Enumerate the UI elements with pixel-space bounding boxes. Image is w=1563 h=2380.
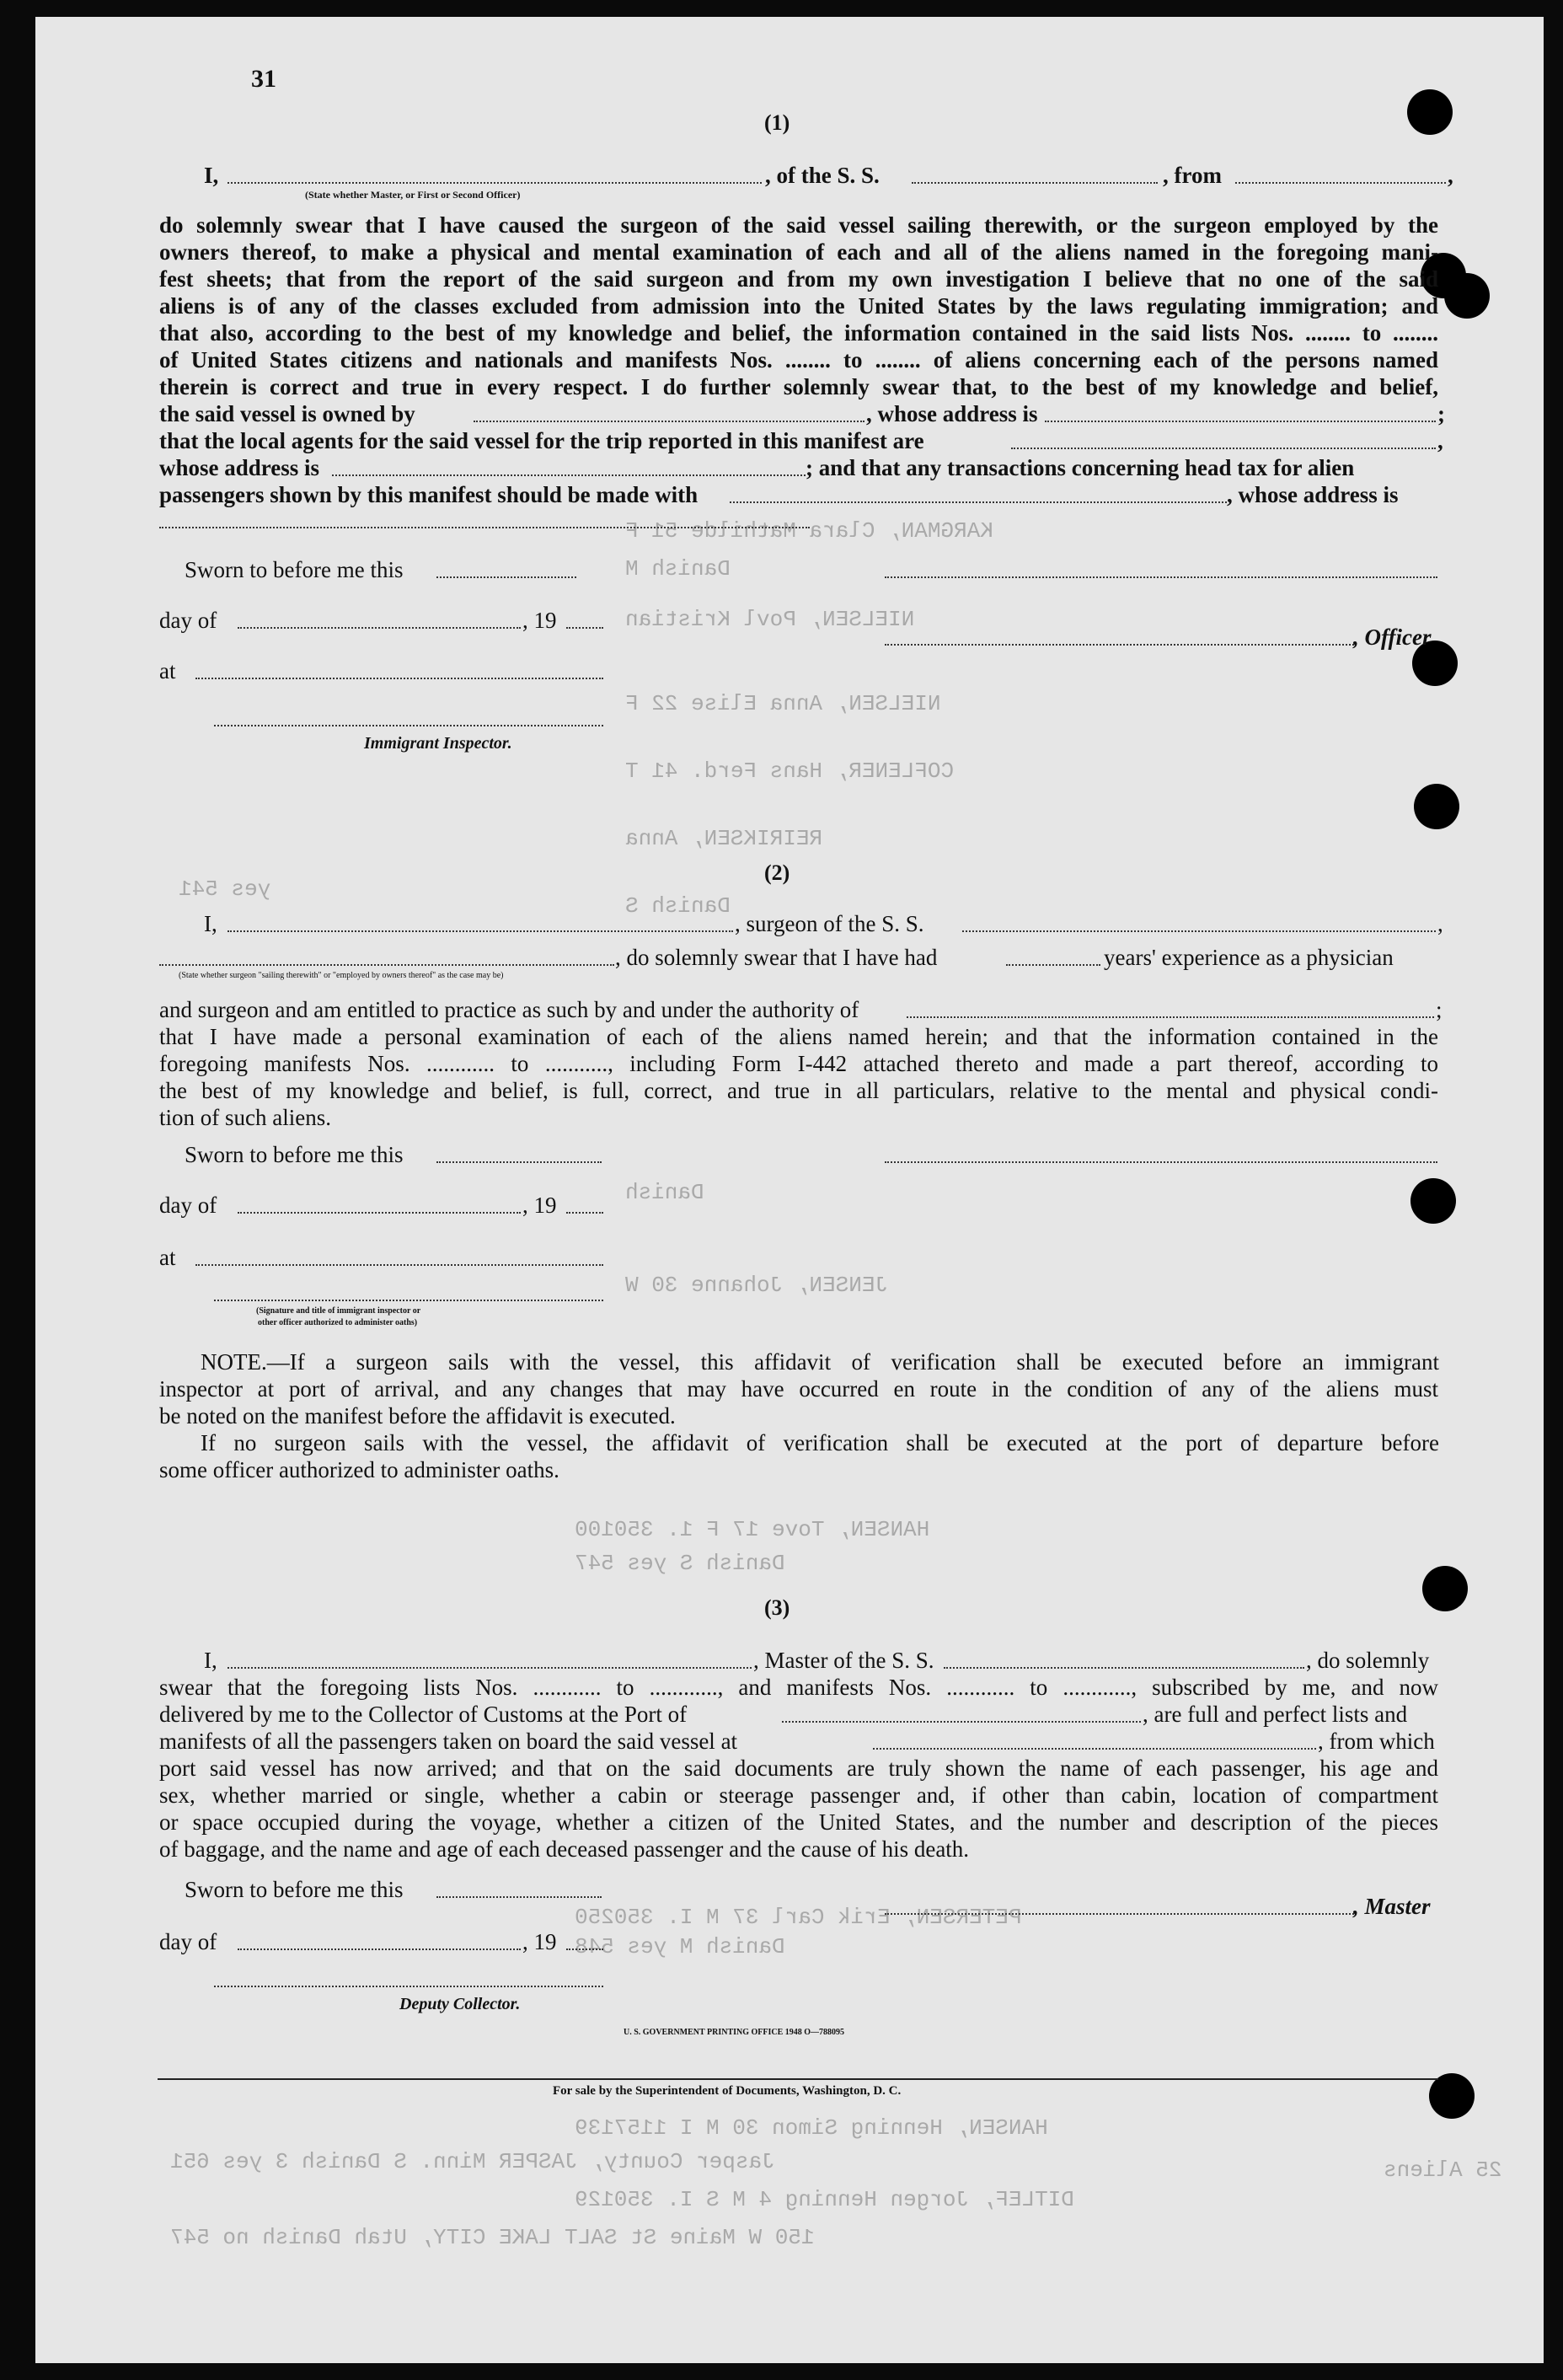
sale-notice: For sale by the Superintendent of Documents, Washington, D. C. [553, 2084, 902, 2098]
text: years' experience as a physician [1104, 945, 1394, 970]
year-label: , 19 [522, 608, 557, 633]
year-field[interactable] [566, 627, 603, 629]
text: , are full and perfect lists and [1143, 1702, 1408, 1727]
year-field[interactable] [566, 1948, 603, 1950]
sworn-label: Sworn to before me this [185, 1142, 404, 1167]
oath-paragraph-line: that also, according to the best of my knowledge and belief, the information contained in the said lists Nos. ........ to ........ [159, 320, 1438, 346]
note-line: If no surgeon sails with the vessel, the affidavit of verification shall be executed at the port of departure before [201, 1430, 1439, 1455]
sworn-date-field[interactable] [436, 1896, 602, 1898]
punch-hole [1414, 784, 1459, 829]
port-field[interactable] [782, 1721, 1141, 1723]
year-label: , 19 [522, 1193, 557, 1218]
oath-paragraph-line: fest sheets; that from the report of the said surgeon and from my own investigation I believe that no one of the said [159, 266, 1438, 292]
text: manifests of all the passengers taken on board the said vessel at [159, 1729, 738, 1754]
oath-paragraph-line: foregoing manifests Nos. ............ to ..........., including Form I-442 attached thereto and made a part thereof, according to [159, 1051, 1438, 1076]
inspector-signature-line[interactable] [214, 725, 603, 726]
verification-line: swear that the foregoing lists Nos. ............ to ............, and manifests Nos. ............ to ............, subscribed by me, and now [159, 1675, 1438, 1700]
vessel-name-field[interactable] [912, 182, 1158, 184]
footer-rule [158, 2078, 1438, 2080]
bleed-line: HANSEN, Tove 17 F 1. 350100 [575, 1517, 930, 1542]
verification-line: of baggage, and the name and age of each deceased passenger and the cause of his death. [159, 1836, 970, 1862]
note-line: NOTE.—If a surgeon sails with the vessel, this affidavit of verification shall be executed before an immigrant [201, 1349, 1439, 1375]
bleed-line: Danish S [625, 893, 731, 919]
head-tax-contact-field[interactable] [730, 501, 1227, 503]
master-label: , Master [1353, 1894, 1431, 1919]
note-line: some officer authorized to administer oaths. [159, 1457, 559, 1482]
place-field[interactable] [195, 678, 603, 679]
printer-imprint: U. S. GOVERNMENT PRINTING OFFICE 1948 O—788095 [624, 2028, 845, 2037]
year-field[interactable] [566, 1212, 603, 1214]
caption: other officer authorized to administer oaths) [258, 1318, 418, 1327]
punch-hole [1429, 2073, 1475, 2119]
text: and surgeon and am entitled to practice as such by and under the authority of [159, 997, 859, 1022]
text: , do solemnly [1306, 1648, 1430, 1673]
text: , whose address is [866, 401, 1038, 426]
bleed-line: Danish M yes 548 [575, 1934, 785, 1959]
bleed-line: PETERSEN, Erik Carl 37 M I. 350250 [575, 1905, 1022, 1930]
page-number: 31 [251, 65, 276, 93]
bleed-line: Danish [625, 1180, 704, 1205]
bleed-line: 25 Aliens [1384, 2158, 1502, 2183]
text: whose address is [159, 455, 320, 480]
verification-line: port said vessel has now arrived; and that on the said documents are truly shown the name of each passenger, his age and [159, 1756, 1438, 1781]
punch-hole [1410, 1178, 1456, 1224]
oath-paragraph-line: of United States citizens and nationals and manifests Nos. ........ to ........ of aliens concerning each of the persons named [159, 347, 1438, 373]
day-field[interactable] [238, 1948, 521, 1950]
surgeon-name-field[interactable] [227, 930, 733, 932]
verification-line: or space occupied during the voyage, whether a citizen of the United States, and the number and description of the pieces [159, 1809, 1438, 1835]
officer-name-field[interactable] [227, 182, 762, 184]
from-port-field[interactable] [1235, 182, 1446, 184]
section-1-heading: (1) [764, 110, 790, 135]
text: , Master of the S. S. [753, 1648, 934, 1673]
collector-label: Deputy Collector. [399, 1995, 521, 2013]
bleed-line: JENSEN, Johanne 30 W [625, 1273, 889, 1298]
text: that the local agents for the said vessel for the trip reported in this manifest are [159, 428, 924, 453]
bleed-line: HANSEN, Henning Simon 30 M I 1157139 [575, 2115, 1048, 2141]
bleed-line: COFLENER, Hans Ferd. 41 T [625, 758, 955, 784]
at-label: at [159, 658, 176, 683]
text: , [1437, 911, 1443, 936]
oath-paragraph-line: tion of such aliens. [159, 1105, 331, 1130]
text: , from [1163, 163, 1222, 188]
verification-line: sex, whether married or single, whether a cabin or steerage passenger and, if other than cabin, location of compartment [159, 1782, 1438, 1808]
master-signature-line[interactable] [885, 1913, 1357, 1915]
sworn-label: Sworn to before me this [185, 1877, 404, 1902]
bleed-line: DITLEF, Jorgen Henning 4 M S I. 350129 [575, 2187, 1074, 2212]
text: the said vessel is owned by [159, 401, 415, 426]
text: ; [1436, 997, 1443, 1022]
oath-paragraph-line: the best of my knowledge and belief, is full, correct, and true in all particulars, relative to the mental and physical condi- [159, 1078, 1438, 1103]
text: , from which [1318, 1729, 1435, 1754]
bleed-line: Danish M [625, 556, 731, 582]
section-2-heading: (2) [764, 860, 790, 885]
oath-paragraph-line: therein is correct and true in every respect. I do further solemnly swear that, to the best of my knowledge and belief, [159, 374, 1438, 399]
head-tax-address-field[interactable] [159, 527, 810, 528]
bleed-line: Jasper County, JASPER Minn. S Danish 3 yes 651 [170, 2149, 775, 2174]
owner-address-field[interactable] [1045, 421, 1436, 422]
officer-signature-line[interactable] [885, 644, 1357, 646]
text: I, [204, 163, 219, 188]
bleed-line: KARGMAN, Clara Mathilde 51 F [625, 518, 993, 544]
master-name-field[interactable] [227, 1667, 752, 1669]
bleed-line: NIELSEN, Povl Kristian [625, 607, 915, 632]
text: , whose address is [1227, 482, 1399, 507]
bleed-line: NIELSEN, Anna Elise 22 F [625, 691, 941, 716]
day-field[interactable] [238, 627, 521, 629]
day-of-label: day of [159, 608, 217, 633]
text: , [1437, 428, 1443, 453]
collector-signature-line[interactable] [214, 1986, 603, 1987]
punch-hole [1422, 1566, 1468, 1611]
inspector-label: Immigrant Inspector. [364, 734, 512, 753]
punch-hole [1407, 89, 1453, 135]
text: passengers shown by this manifest should be made with [159, 482, 699, 507]
bleed-line: Danish S yes 547 [575, 1551, 785, 1576]
agents-field[interactable] [1011, 448, 1436, 449]
vessel-name-field[interactable] [962, 930, 1436, 932]
at-label: at [159, 1245, 176, 1270]
bleed-line: 150 W Maine St SALT LAKE CITY, Utah Danish no 547 [170, 2225, 815, 2250]
caption: (State whether Master, or First or Second Officer) [305, 189, 521, 201]
authority-field[interactable] [907, 1016, 1434, 1018]
years-field[interactable] [1006, 964, 1100, 966]
text: , [1448, 163, 1453, 188]
text: , surgeon of the S. S. [735, 911, 924, 936]
bleed-line: REIRIKSEN, Anna [625, 826, 823, 851]
note-line: be noted on the manifest before the affidavit is executed. [159, 1403, 676, 1429]
day-field[interactable] [238, 1212, 521, 1214]
oath-paragraph-line: that I have made a personal examination of each of the aliens named herein; and that the information contained in the [159, 1024, 1438, 1049]
embark-port-field[interactable] [873, 1748, 1316, 1750]
caption: (Signature and title of immigrant inspector or [256, 1306, 421, 1316]
agents-address-field[interactable] [332, 474, 806, 476]
text: ; and that any transactions concerning head tax for alien [806, 455, 1355, 480]
sworn-label: Sworn to before me this [185, 557, 404, 582]
vessel-name-field[interactable] [944, 1667, 1304, 1669]
sworn-date-field[interactable] [436, 1161, 602, 1163]
note-line: inspector at port of arrival, and any changes that may have occurred en route in the condition of any of the aliens must [159, 1376, 1438, 1402]
text: , of the S. S. [765, 163, 880, 188]
oath-paragraph-line: do solemnly swear that I have caused the surgeon of the said vessel sailing therewith, or the surgeon employed by the [159, 212, 1438, 238]
sworn-date-field[interactable] [436, 576, 576, 578]
text: delivered by me to the Collector of Customs at the Port of [159, 1702, 688, 1727]
punch-hole [1444, 273, 1490, 319]
year-label: , 19 [522, 1929, 557, 1954]
day-of-label: day of [159, 1193, 217, 1218]
officer-label: , Officer [1353, 624, 1432, 650]
manifest-page [35, 17, 1544, 2363]
place-field[interactable] [195, 1264, 603, 1266]
section-3-heading: (3) [764, 1595, 790, 1620]
caption: (State whether surgeon "sailing therewith" or "employed by owners thereof" as the case may be) [179, 971, 504, 980]
bleed-line: yes 541 [179, 876, 271, 902]
text: , do solemnly swear that I have had [615, 945, 938, 970]
oath-paragraph-line: aliens is of any of the classes excluded from admission into the United States by the laws regulating immigration; and [159, 293, 1438, 319]
oath-paragraph-line: owners thereof, to make a physical and mental examination of each and all of the aliens named in the foregoing mani- [159, 239, 1438, 265]
surgeon-signature-line[interactable] [885, 1161, 1437, 1163]
text: I, [204, 911, 217, 936]
day-of-label: day of [159, 1929, 217, 1954]
text: I, [204, 1648, 217, 1673]
surgeon-status-field[interactable] [159, 964, 614, 966]
signature-line[interactable] [885, 576, 1437, 578]
text: ; [1437, 401, 1445, 426]
inspector-signature-line[interactable] [214, 1300, 603, 1301]
owner-field[interactable] [474, 421, 864, 422]
